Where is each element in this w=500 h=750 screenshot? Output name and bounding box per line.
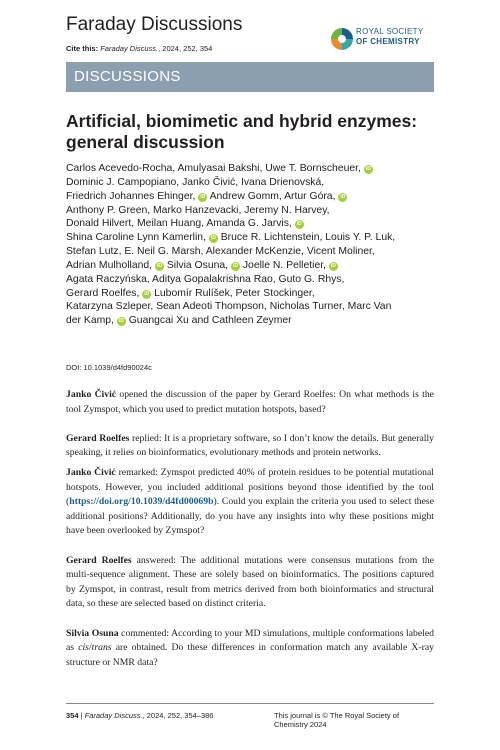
- discussion-body: [66, 388, 434, 685]
- orcid-icon: iD: [156, 262, 162, 269]
- orcid-icon: iD: [340, 193, 346, 200]
- section-label: DISCUSSIONS: [74, 68, 181, 85]
- journal-title: Faraday Discussions: [66, 14, 243, 35]
- cite-line: Cite this: Faraday Discuss., 2024, 252, 354: [66, 44, 213, 53]
- orcid-icon: iD: [210, 235, 216, 242]
- orcid-icon: iD: [118, 318, 124, 325]
- copyright: This journal is © The Royal Society of Chemistry 2024: [274, 711, 400, 729]
- orcid-icon: iD: [232, 262, 238, 269]
- footer-divider: [66, 703, 434, 704]
- article-title: Artificial, biomimetic and hybrid enzymes: general discussion: [66, 111, 418, 152]
- orcid-icon: iD: [296, 221, 302, 228]
- paragraph-1: Janko Čivić opened the discussion of the paper by Gerard Roelfes: On what methods is the tool Zymspot, which you used to predict mutation hotspots, based?: [66, 389, 434, 415]
- paragraph-5: Silvia Osuna commented: According to your MD simulations, multiple conformations labeled as cis/trans are obtained. Do these differences in conformation match any available X-ray structure or NMR data?: [66, 627, 434, 668]
- paragraph-3: Janko Čivić remarked: Zymspot predicted 40% of protein residues to be potential mutational hotspots. However, you included additional positions beyond those identified by the tool (https://doi.org/10.1039/d4fd00069b). Could you explain the criteria you used to select these additional positions? Additionally, do you have any insights into why these positions might have been overlooked by Zymspot?: [66, 466, 434, 537]
- orcid-icon: iD: [330, 262, 336, 269]
- page-number: 354: [66, 711, 79, 720]
- author-list: Carlos Acevedo-Rocha, Amulyasai Bakshi, Uwe T. Bornscheuer, iD Dominic J. Campopiano, Janko Čivić, Ivana Drienovská, Friedrich Johannes Ehinger, iD Andrew Gomm, Artur Góra, iD Anthony P. Green, Marko Hanzevacki, Jeremy N. Harvey, Donald Hilvert, Meilan Huang, Amanda G. Jarvis, iD Shina Caroline Lynn Kamerlin, iD Bruce R. Lichtenstein, Louis Y. P. Luk, Stefan Lutz, E. Neil G. Marsh, Alexander McKenzie, Vicent Moliner, Adrian Mulholland, iD Silvia Osuna, iD Joelle N. Pelletier, iD Agata Raczyńska, Aditya Gopalakrishna Rao, Guto G. Rhys, Gerard Roelfes, iD Lubomír Rulíšek, Peter Stockinger, Katarzyna Szleper, Sean Adeoti Thompson, Nicholas Turner, Marc Van der Kamp, iD Guangcai Xu and Cathleen Zeymer: [66, 163, 396, 327]
- orcid-icon: iD: [365, 166, 371, 172]
- paragraph-4: Gerard Roelfes answered: The additional mutations were consensus mutations from the multi-sequence alignment. These are solely based on bioinformatics. The positions captured by Zymspot, in contrast, result from metrics derived from both bioinformatics and structural data, so these are selected based on distinct criteria.: [66, 554, 435, 610]
- doi[interactable]: DOI: 10.1039/d4fd90024c: [66, 363, 152, 372]
- orcid-icon: iD: [144, 290, 150, 297]
- paragraph-2: Gerard Roelfes replied: It is a proprietary software, so I don’t know the details. But generally speaking, it relies on bioinformatics, evolutionary methods and protein networks.: [66, 432, 434, 459]
- rsc-logo-text: ROYAL SOCIETY OF CHEMISTRY: [356, 27, 424, 46]
- orcid-icon: iD: [200, 193, 206, 200]
- page-footer: 354 | Faraday Discuss., 2024, 252, 354–386 This journal is © The Royal Society of Chemistry 2024: [66, 711, 434, 720]
- section-banner: [66, 62, 434, 92]
- doi-link[interactable]: https://doi.org/10.1039/d4fd00069b: [69, 496, 214, 508]
